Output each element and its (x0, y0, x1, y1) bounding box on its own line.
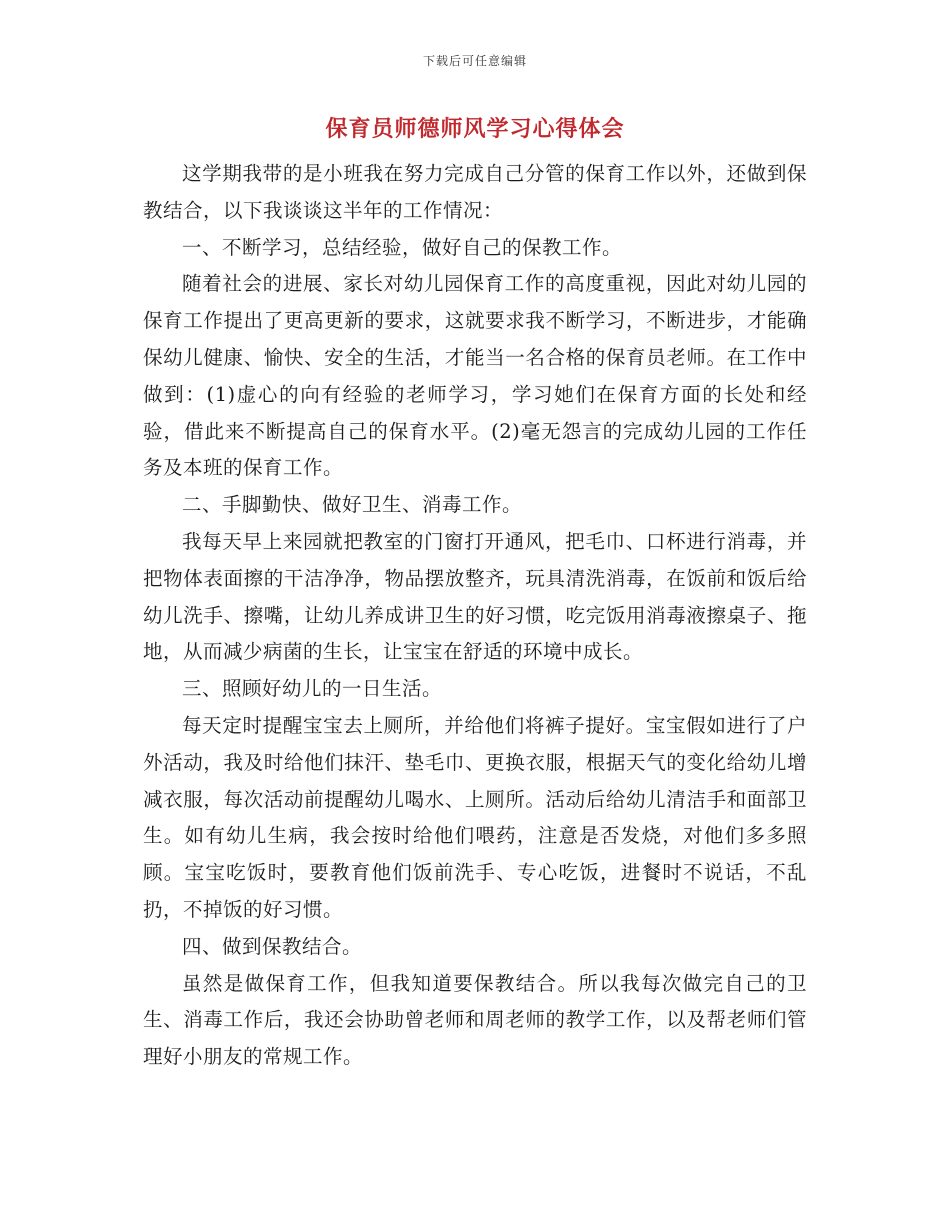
intro-paragraph: 这学期我带的是小班我在努力完成自己分管的保育工作以外，还做到保教结合，以下我谈谈这半年的工作情况： (143, 162, 807, 222)
section-heading-3: 三、照顾好幼儿的一日生活。 (182, 677, 443, 701)
section-paragraph-2: 我每天早上来园就把教室的门窗打开通风，把毛巾、口杯进行消毒，并把物体表面擦的干洁净净，物品摆放整齐，玩具清洗消毒，在饭前和饭后给幼儿洗手、擦嘴，让幼儿养成讲卫生的好习惯，吃完饭用消毒液擦桌子、拖地，从而减少病菌的生长，让宝宝在舒适的环境中成长。 (143, 529, 807, 664)
document-body (143, 156, 807, 1076)
section-heading-4: 四、做到保教结合。 (182, 934, 363, 958)
document-title: 保育员师德师风学习心得体会 (325, 116, 625, 142)
header-note: 下载后可任意编辑 (422, 54, 527, 68)
section-heading-2: 二、手脚勤快、做好卫生、消毒工作。 (182, 493, 523, 517)
section-paragraph-1: 随着社会的进展、家长对幼儿园保育工作的高度重视，因此对幼儿园的保育工作提出了更高更新的要求，这就要求我不断学习，不断进步，才能确保幼儿健康、愉快、安全的生活，才能当一名合格的保育员老师。在工作中做到：(1)虚心的向有经验的老师学习，学习她们在保育方面的长处和经验，借此来不断提高自己的保育水平。(2)毫无怨言的完成幼儿园的工作任务及本班的保育工作。 (143, 272, 807, 480)
section-heading-1: 一、不断学习，总结经验，做好自己的保教工作。 (182, 235, 623, 259)
section-paragraph-4: 虽然是做保育工作，但我知道要保教结合。所以我每次做完自己的卫生、消毒工作后，我还会协助曾老师和周老师的教学工作，以及帮老师们管理好小朋友的常规工作。 (143, 971, 807, 1069)
section-paragraph-3: 每天定时提醒宝宝去上厕所，并给他们将裤子提好。宝宝假如进行了户外活动，我及时给他们抹汗、垫毛巾、更换衣服，根据天气的变化给幼儿增减衣服，每次活动前提醒幼儿喝水、上厕所。活动后给幼儿清洁手和面部卫生。如有幼儿生病，我会按时给他们喂药，注意是否发烧，对他们多多照顾。宝宝吃饭时，要教育他们饭前洗手、专心吃饭，进餐时不说话，不乱扔，不掉饭的好习惯。 (143, 713, 807, 921)
